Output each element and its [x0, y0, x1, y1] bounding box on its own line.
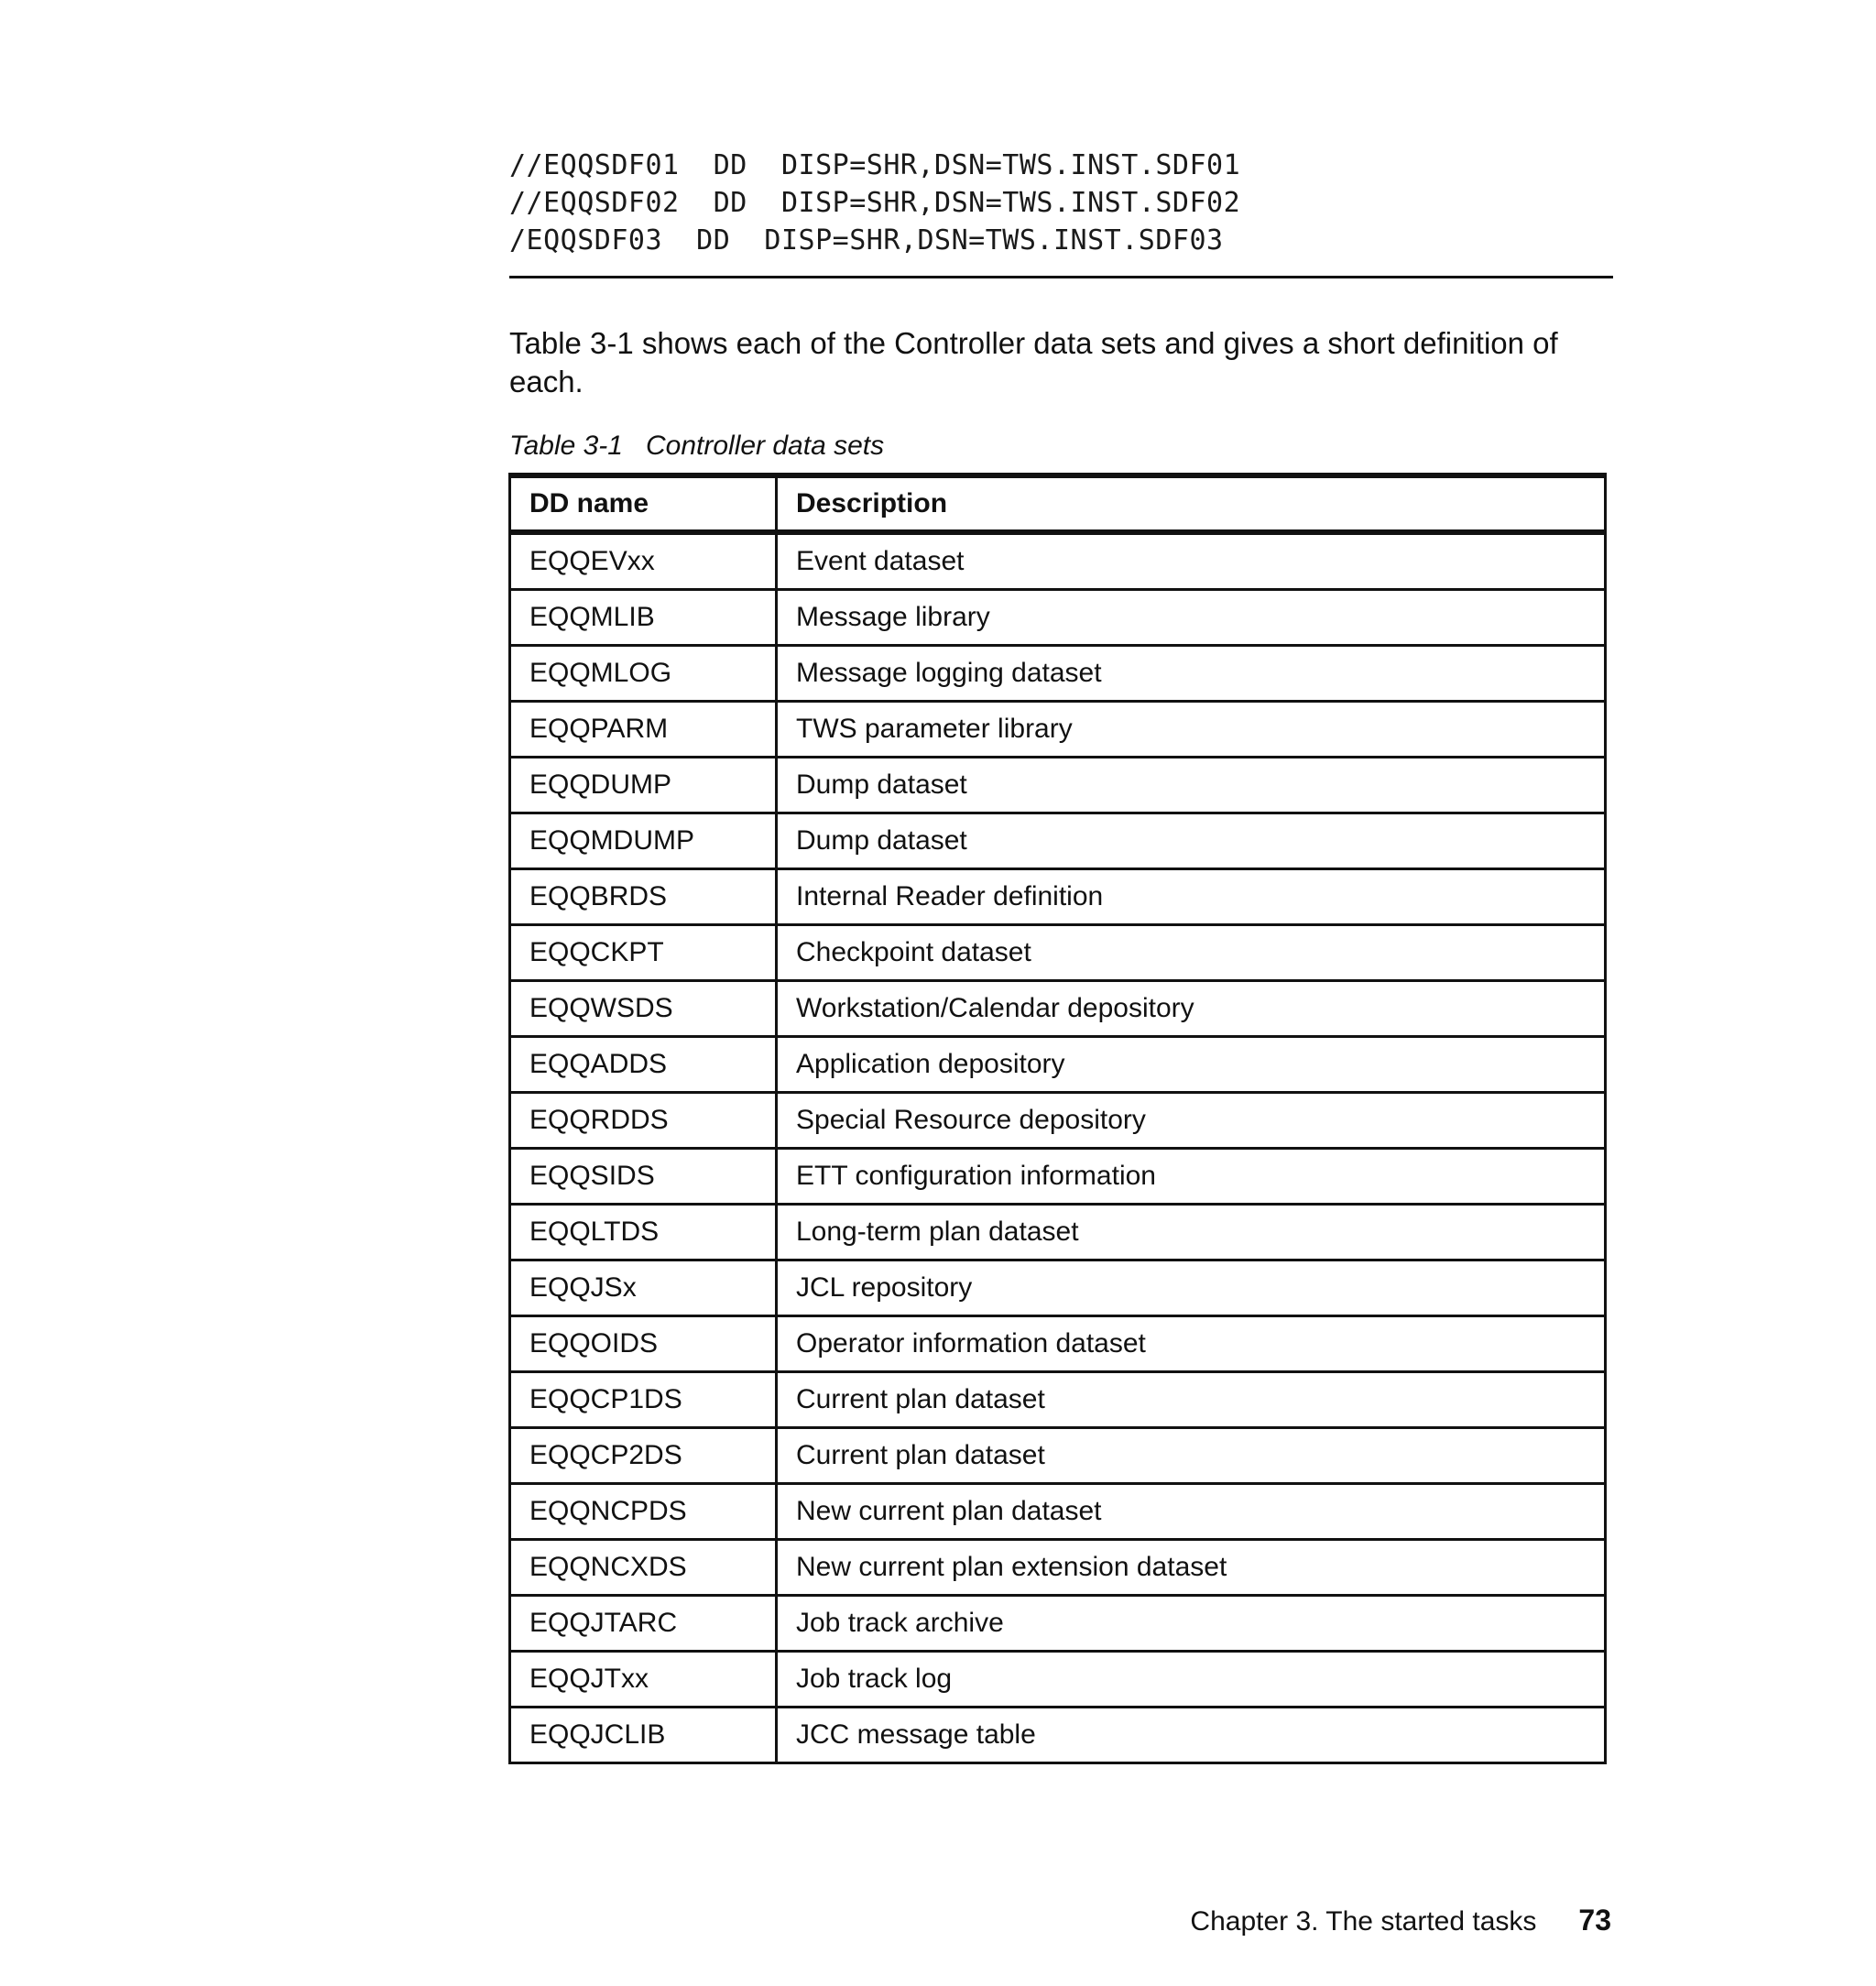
dd-name-cell: EQQDUMP — [510, 758, 777, 813]
table-row — [510, 813, 1606, 869]
dd-name-cell: EQQRDDS — [510, 1093, 777, 1149]
table-row — [510, 1428, 1606, 1484]
code-line: /EQQSDF03 DD DISP=SHR,DSN=TWS.INST.SDF03 — [509, 224, 1224, 256]
table-row — [510, 1708, 1606, 1763]
description-cell: Current plan dataset — [777, 1428, 1606, 1484]
code-example — [509, 147, 1613, 278]
table-row — [510, 702, 1606, 758]
column-header-description: Description — [777, 475, 1606, 532]
table-row — [510, 758, 1606, 813]
description-cell: Operator information dataset — [777, 1316, 1606, 1372]
description-cell: Long-term plan dataset — [777, 1205, 1606, 1260]
dd-name-cell: EQQCKPT — [510, 925, 777, 981]
column-header-dd-name: DD name — [510, 475, 777, 532]
dd-name-cell: EQQNCXDS — [510, 1540, 777, 1596]
dd-name-cell: EQQWSDS — [510, 981, 777, 1037]
table-header-row — [510, 475, 1606, 532]
table-row — [510, 1652, 1606, 1708]
table-row — [510, 1316, 1606, 1372]
dd-name-cell: EQQCP1DS — [510, 1372, 777, 1428]
description-cell: Dump dataset — [777, 813, 1606, 869]
table-row — [510, 1205, 1606, 1260]
table-row — [510, 1093, 1606, 1149]
table-row — [510, 646, 1606, 702]
description-cell: Job track log — [777, 1652, 1606, 1708]
page-footer — [1190, 1904, 1611, 1937]
description-cell: TWS parameter library — [777, 702, 1606, 758]
table-row — [510, 1260, 1606, 1316]
dd-name-cell: EQQPARM — [510, 702, 777, 758]
table-row — [510, 1372, 1606, 1428]
description-cell: Special Resource depository — [777, 1093, 1606, 1149]
description-cell: Job track archive — [777, 1596, 1606, 1652]
table-caption: Table 3-1 Controller data sets — [509, 431, 885, 461]
dd-name-cell: EQQJCLIB — [510, 1708, 777, 1763]
dd-name-cell: EQQJTxx — [510, 1652, 777, 1708]
code-line: //EQQSDF01 DD DISP=SHR,DSN=TWS.INST.SDF01 — [509, 149, 1241, 181]
description-cell: Checkpoint dataset — [777, 925, 1606, 981]
table-row — [510, 1149, 1606, 1205]
dd-name-cell: EQQADDS — [510, 1037, 777, 1093]
description-cell: Internal Reader definition — [777, 869, 1606, 925]
controller-datasets-table — [508, 473, 1607, 1764]
table-row — [510, 981, 1606, 1037]
description-cell: Workstation/Calendar depository — [777, 981, 1606, 1037]
table-row — [510, 1037, 1606, 1093]
dd-name-cell: EQQEVxx — [510, 532, 777, 590]
dd-name-cell: EQQMLOG — [510, 646, 777, 702]
dd-name-cell: EQQOIDS — [510, 1316, 777, 1372]
intro-paragraph: Table 3-1 shows each of the Controller data sets and gives a short definition of each. — [509, 326, 1558, 398]
table-row — [510, 1540, 1606, 1596]
dd-name-cell: EQQNCPDS — [510, 1484, 777, 1540]
table-row — [510, 1484, 1606, 1540]
description-cell: JCC message table — [777, 1708, 1606, 1763]
page-number: 73 — [1578, 1904, 1611, 1937]
description-cell: Dump dataset — [777, 758, 1606, 813]
dd-name-cell: EQQMDUMP — [510, 813, 777, 869]
description-cell: Application depository — [777, 1037, 1606, 1093]
dd-name-cell: EQQLTDS — [510, 1205, 777, 1260]
dd-name-cell: EQQMLIB — [510, 590, 777, 646]
dd-name-cell: EQQBRDS — [510, 869, 777, 925]
dd-name-cell: EQQJSx — [510, 1260, 777, 1316]
table-row — [510, 869, 1606, 925]
description-cell: Message library — [777, 590, 1606, 646]
chapter-title: Chapter 3. The started tasks — [1190, 1906, 1537, 1937]
table-row — [510, 590, 1606, 646]
table-row — [510, 925, 1606, 981]
table-body — [510, 532, 1606, 1763]
table-row — [510, 1596, 1606, 1652]
description-cell: Message logging dataset — [777, 646, 1606, 702]
description-cell: New current plan extension dataset — [777, 1540, 1606, 1596]
description-cell: Current plan dataset — [777, 1372, 1606, 1428]
description-cell: New current plan dataset — [777, 1484, 1606, 1540]
dd-name-cell: EQQCP2DS — [510, 1428, 777, 1484]
description-cell: Event dataset — [777, 532, 1606, 590]
description-cell: ETT configuration information — [777, 1149, 1606, 1205]
code-line: //EQQSDF02 DD DISP=SHR,DSN=TWS.INST.SDF02 — [509, 187, 1241, 219]
dd-name-cell: EQQSIDS — [510, 1149, 777, 1205]
dd-name-cell: EQQJTARC — [510, 1596, 777, 1652]
description-cell: JCL repository — [777, 1260, 1606, 1316]
table-row — [510, 532, 1606, 590]
